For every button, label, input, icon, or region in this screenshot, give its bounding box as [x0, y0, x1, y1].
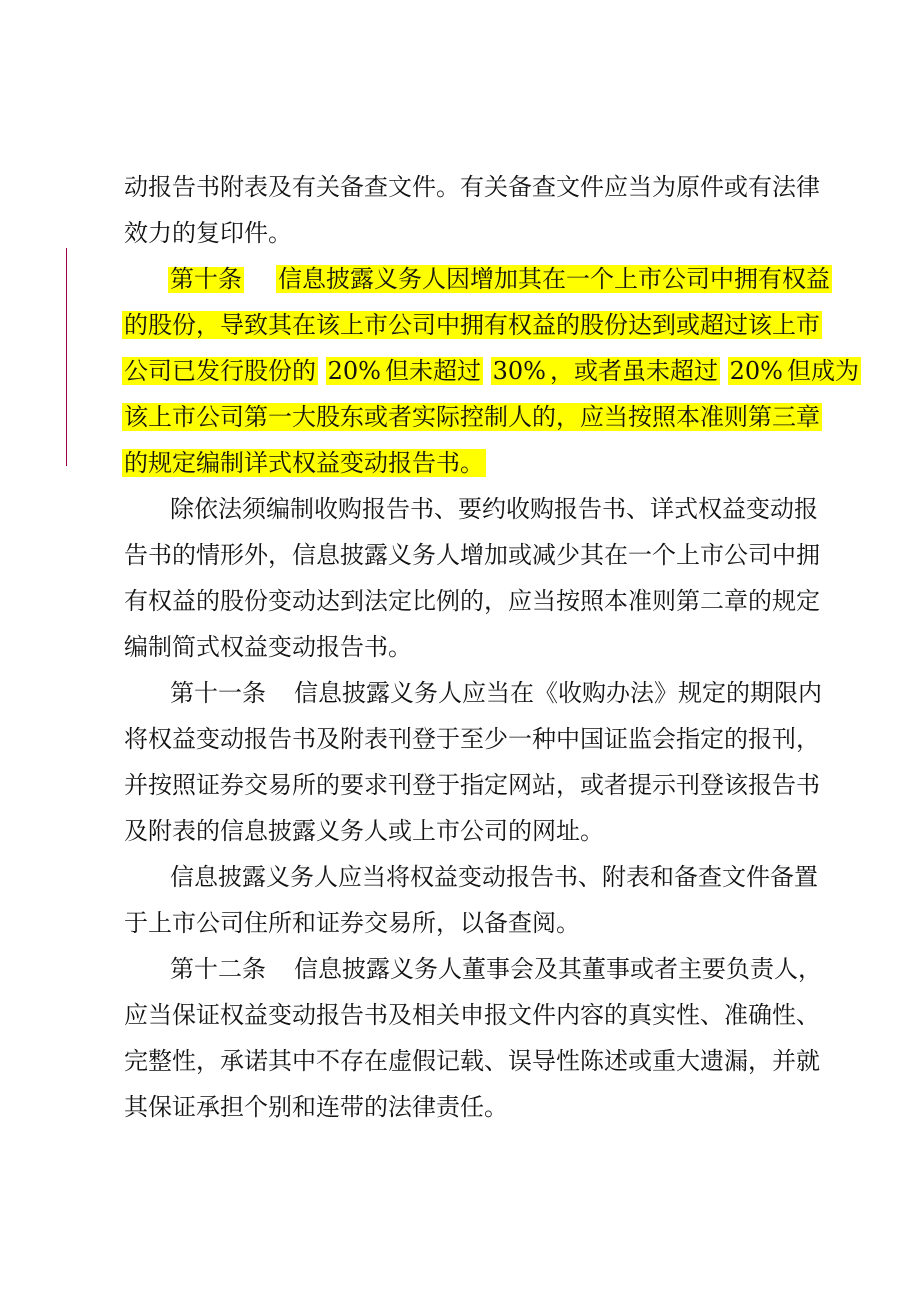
article-10-line-5 [122, 440, 486, 486]
paragraph-line: 效力的复印件。 [124, 219, 292, 247]
paragraph-line: 应当保证权益变动报告书及相关申报文件内容的真实性、准确性、 [124, 1001, 820, 1029]
percentage-value: 30% [492, 357, 546, 385]
article-10-line-4 [122, 394, 822, 440]
paragraph-text: 信息披露义务人董事会及其董事或者主要负责人， [294, 955, 822, 983]
article-number: 第十条 [170, 267, 242, 293]
article-10-line-2 [122, 302, 822, 348]
article-11-line-1 [170, 670, 822, 716]
paragraph-text: 的股份，导致其在该上市公司中拥有权益的股份达到或超过该上市 [124, 311, 820, 339]
paragraph-text: 公司已发行股份的 [124, 357, 316, 385]
paragraph-line: 信息披露义务人应当将权益变动报告书、附表和备查文件备置 [170, 863, 818, 891]
paragraph-text: 的规定编制详式权益变动报告书。 [124, 449, 484, 477]
paragraph-line: 动报告书附表及有关备查文件。有关备查文件应当为原件或有法律 [124, 173, 820, 201]
paragraph-line: 编制简式权益变动报告书。 [124, 633, 412, 661]
paragraph-line: 并按照证券交易所的要求刊登于指定网站，或者提示刊登该报告书 [124, 771, 820, 799]
paragraph-text: 但未超过 [384, 357, 481, 385]
paragraph-text: 但成为 [786, 357, 859, 385]
article-number: 第十二条 [170, 957, 266, 983]
revision-change-bar [66, 248, 67, 466]
percentage-value: 20% [327, 357, 381, 385]
article-10-line-3 [122, 348, 861, 394]
paragraph-line: 其保证承担个别和连带的法律责任。 [124, 1093, 508, 1121]
percentage-value: 20% [729, 357, 783, 385]
paragraph-text: 该上市公司第一大股东或者实际控制人的，应当按照本准则第三章 [124, 403, 820, 431]
paragraph-line: 于上市公司住所和证券交易所，以备查阅。 [124, 909, 580, 937]
paragraph-line: 将权益变动报告书及附表刊登于至少一种中国证监会指定的报刊， [124, 725, 820, 753]
paragraph-line: 有权益的股份变动达到法定比例的，应当按照本准则第二章的规定 [124, 587, 820, 615]
paragraph-text: ，或者虽未超过 [549, 357, 718, 385]
paragraph-text: 信息披露义务人应当在《收购办法》规定的期限内 [294, 679, 822, 707]
paragraph-line: 完整性，承诺其中不存在虚假记载、误导性陈述或重大遗漏，并就 [124, 1047, 820, 1075]
paragraph-line: 除依法须编制收购报告书、要约收购报告书、详式权益变动报 [170, 495, 818, 523]
article-number: 第十一条 [170, 681, 266, 707]
paragraph-line: 及附表的信息披露义务人或上市公司的网址。 [124, 817, 604, 845]
article-12-line-1 [170, 946, 822, 992]
paragraph-line: 告书的情形外，信息披露义务人增加或减少其在一个上市公司中拥 [124, 541, 820, 569]
article-10-line-1 [168, 256, 832, 302]
paragraph-text: 信息披露义务人因增加其在一个上市公司中拥有权益 [278, 265, 830, 293]
